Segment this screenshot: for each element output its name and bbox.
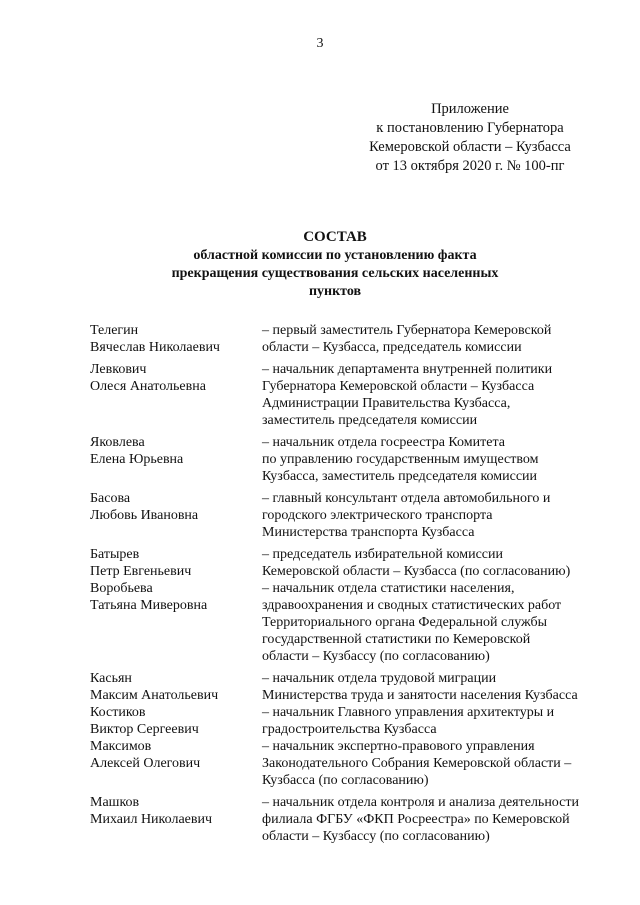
member-role-line: Администрации Правительства Кузбасса, <box>262 395 511 411</box>
member-role-line: по управлению государственным имуществом <box>262 451 539 467</box>
member-role-line: – главный консультант отдела автомобильного и <box>262 490 551 506</box>
appendix-line: к постановлению Губернатора <box>376 120 564 136</box>
member-role-line: – начальник отдела контроля и анализа деятельности <box>262 795 579 810</box>
member-name-line: Михаил Николаевич <box>90 812 213 828</box>
member-name-line: Максимов <box>90 739 152 755</box>
member-name-line: Елена Юрьевна <box>90 451 184 467</box>
member-role <box>262 434 620 485</box>
member-role-line: городского электрического транспорта <box>262 507 493 523</box>
member-name-line: Вячеслав Николаевич <box>90 340 220 356</box>
member-name <box>90 546 262 666</box>
member-role <box>262 322 620 356</box>
member-role-line: – начальник Главного управления архитектуры и <box>262 704 555 720</box>
member-role-line: заместитель председателя комиссии <box>262 413 478 429</box>
member-role-line: здравоохранения и сводных статистических работ <box>262 597 562 613</box>
member-name-line: Алексей Олегович <box>90 756 201 772</box>
member-role-line: – председатель избирательной комиссии <box>262 546 504 562</box>
member-role-line: – начальник отдела госреестра Комитета <box>262 434 505 450</box>
member-role-line: области – Кузбассу (по согласованию) <box>262 829 490 845</box>
document-title <box>100 227 570 301</box>
member-role-line: Кузбасса (по согласованию) <box>262 773 429 789</box>
title-line: прекращения существования сельских населенных <box>171 266 499 281</box>
member-name-line: Максим Анатольевич <box>90 687 219 703</box>
member-role-line: Кузбасса, заместитель председателя комиссии <box>262 468 538 484</box>
member-role-line: – начальник отдела трудовой миграции <box>262 670 497 686</box>
member-name-line: Левкович <box>90 361 147 377</box>
title-heading: СОСТАВ <box>303 229 367 245</box>
member-role-line: – начальник департамента внутренней политики <box>262 361 553 377</box>
member-name <box>90 670 262 790</box>
appendix-block <box>340 100 600 176</box>
member-role-line: Министерства труда и занятости населения Кузбасса <box>262 687 578 703</box>
member-role-line: Губернатора Кемеровской области – Кузбасса <box>262 378 535 394</box>
member-role-line: Территориального органа Федеральной службы <box>262 614 548 630</box>
member-role <box>262 670 620 790</box>
member-role <box>262 490 620 541</box>
member-name-line: Батырев <box>90 546 140 562</box>
member-name-line: Яковлева <box>90 434 145 450</box>
member-row <box>90 794 620 845</box>
member-name-line: Олеся Анатольевна <box>90 378 206 394</box>
commission-member-list <box>90 322 620 850</box>
member-name-line: Любовь Ивановна <box>90 507 199 523</box>
member-role <box>262 546 620 666</box>
member-role-line: Законодательного Собрания Кемеровской области – <box>262 756 572 772</box>
member-role-line: – первый заместитель Губернатора Кемеровской <box>262 323 552 338</box>
member-name-line: Костиков <box>90 704 146 720</box>
appendix-line: Приложение <box>431 101 509 117</box>
member-name-line: Татьяна Миверовна <box>90 597 208 613</box>
member-name <box>90 490 262 541</box>
member-role-line: Министерства транспорта Кузбасса <box>262 524 475 540</box>
member-name-line: Виктор Сергеевич <box>90 722 199 738</box>
member-name-line: Воробьева <box>90 580 153 596</box>
member-name <box>90 322 262 356</box>
member-role-line: градостроительства Кузбасса <box>262 722 437 738</box>
member-name <box>90 434 262 485</box>
page-number: 3 <box>316 36 324 51</box>
member-role-line: филиала ФГБУ «ФКП Росреестра» по Кемеровской <box>262 812 570 828</box>
member-role-line: – начальник отдела статистики населения, <box>262 580 515 596</box>
member-name-line: Телегин <box>90 323 139 338</box>
member-role <box>262 361 620 429</box>
member-row <box>90 490 620 541</box>
member-name-line: Басова <box>90 490 131 506</box>
member-name-line: Касьян <box>90 670 132 686</box>
member-name-line: Петр Евгеньевич <box>90 563 192 579</box>
member-role-line: – начальник экспертно-правового управления <box>262 739 535 755</box>
member-row <box>90 546 620 666</box>
appendix-line: Кемеровской области – Кузбасса <box>369 139 571 155</box>
member-row <box>90 670 620 790</box>
member-role-line: области – Кузбассу (по согласованию) <box>262 649 490 665</box>
member-role-line: области – Кузбасса, председатель комиссии <box>262 340 522 356</box>
member-role <box>262 794 620 845</box>
member-row <box>90 322 620 356</box>
title-line: пунктов <box>308 284 362 299</box>
member-row <box>90 434 620 485</box>
member-row <box>90 361 620 429</box>
member-name <box>90 794 262 845</box>
appendix-line: от 13 октября 2020 г. № 100-пг <box>375 158 565 174</box>
member-name <box>90 361 262 429</box>
member-role-line: Кемеровской области – Кузбасса (по согласованию) <box>262 563 571 579</box>
member-name-line: Машков <box>90 795 140 810</box>
member-role-line: государственной статистики по Кемеровской <box>262 631 531 647</box>
title-line: областной комиссии по установлению факта <box>193 248 477 263</box>
